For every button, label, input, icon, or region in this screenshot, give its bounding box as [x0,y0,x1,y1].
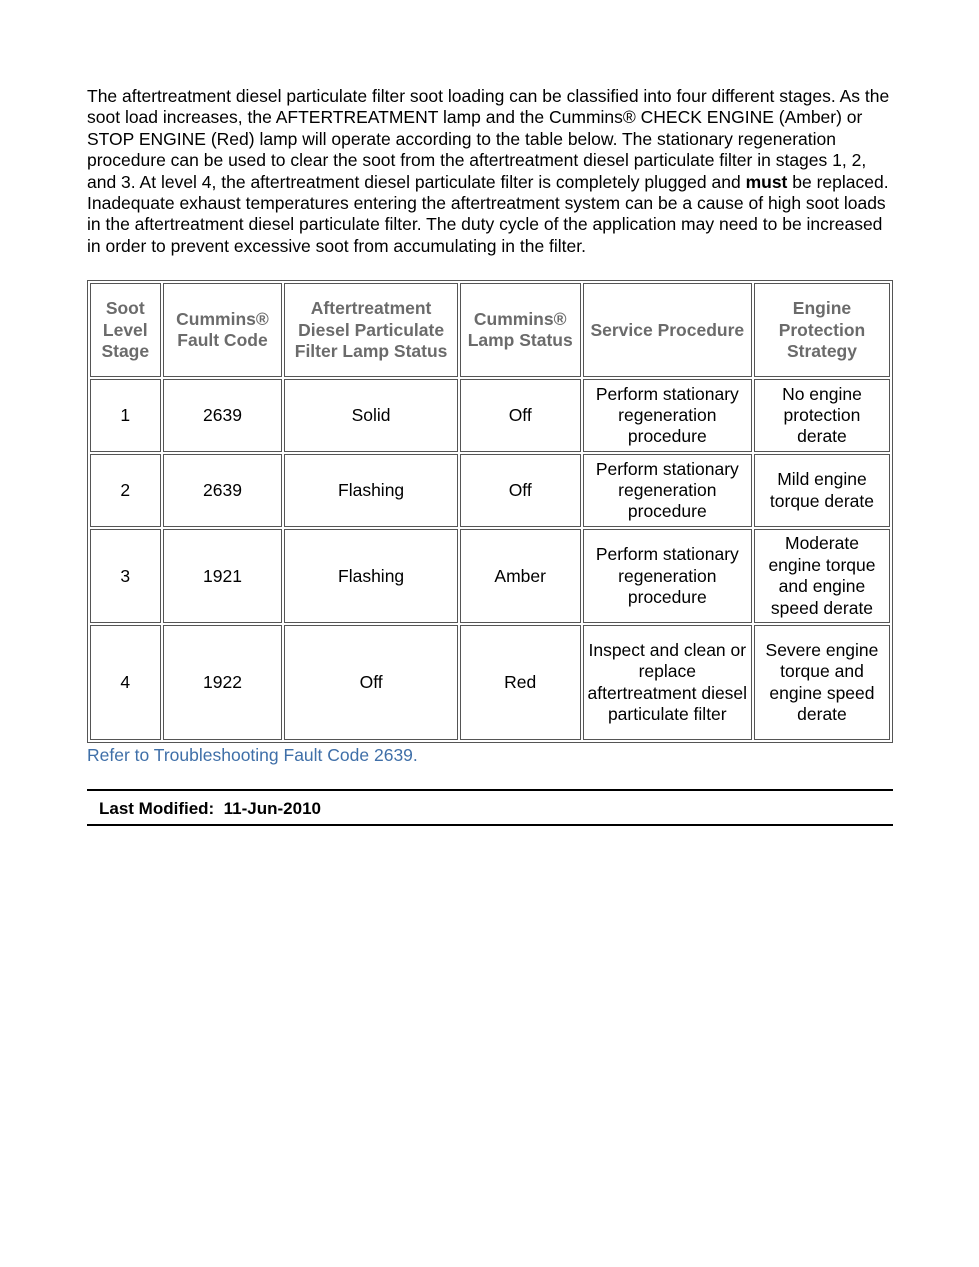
header-soot-level-stage: Soot Level Stage [90,283,161,377]
cell-stage: 3 [90,529,161,623]
cell-cummins-lamp: Off [460,454,581,527]
cell-service-procedure: Perform stationary regeneration procedure [583,454,752,527]
cell-dpf-lamp: Off [284,625,457,740]
cell-service-procedure: Perform stationary regeneration procedure [583,529,752,623]
troubleshooting-fault-code-link[interactable]: Refer to Troubleshooting Fault Code 2639. [87,745,418,766]
last-modified-bar [87,789,893,826]
intro-text-part1: The aftertreatment diesel particulate filter soot loading can be classified into four different stages. As the soot load increases, the AFTERTREATMENT lamp and the Cummins® CHECK ENGINE (Amber) or STOP ENGINE (Red) lamp will operate according to the table below. The stationary regeneration procedure can be used to clear the soot from the aftertreatment diesel particulate filter in stages 1, 2, and 3. At level 4, the aftertreatment diesel particulate filter is completely plugged and [87,86,890,192]
last-modified-text: Last Modified: 11-Jun-2010 [99,799,321,819]
cell-stage: 4 [90,625,161,740]
intro-paragraph [87,86,893,257]
intro-text-part2: be replaced. Inadequate exhaust temperatures entering the aftertreatment system can be a cause of high soot loads in the aftertreatment diesel particulate filter. The duty cycle of the application may need to be increased in order to prevent excessive soot from accumulating in the filter. [87,171,889,256]
header-fault-code: Cummins® Fault Code [163,283,283,377]
header-cummins-lamp-status: Cummins® Lamp Status [460,283,581,377]
header-engine-protection-strategy: Engine Protection Strategy [754,283,890,377]
cell-dpf-lamp: Flashing [284,454,457,527]
cell-dpf-lamp: Solid [284,379,457,452]
intro-emphasis: must [745,171,788,192]
cell-service-procedure: Inspect and clean or replace aftertreatment diesel particulate filter [583,625,752,740]
table-row [90,529,890,623]
cell-cummins-lamp: Off [460,379,581,452]
table-header-row [90,283,890,377]
cell-protection-strategy: Severe engine torque and engine speed derate [754,625,890,740]
cell-fault-code: 1921 [163,529,283,623]
cell-protection-strategy: Mild engine torque derate [754,454,890,527]
table-row [90,625,890,740]
cell-cummins-lamp: Red [460,625,581,740]
cell-protection-strategy: No engine protection derate [754,379,890,452]
cell-dpf-lamp: Flashing [284,529,457,623]
table-row [90,379,890,452]
cell-protection-strategy: Moderate engine torque and engine speed derate [754,529,890,623]
document-body [87,86,893,826]
cell-service-procedure: Perform stationary regeneration procedure [583,379,752,452]
header-dpf-lamp-status: Aftertreatment Diesel Particulate Filter Lamp Status [284,283,457,377]
header-service-procedure: Service Procedure [583,283,752,377]
cell-fault-code: 2639 [163,454,283,527]
cell-cummins-lamp: Amber [460,529,581,623]
cell-stage: 1 [90,379,161,452]
table-row [90,454,890,527]
cell-stage: 2 [90,454,161,527]
cell-fault-code: 1922 [163,625,283,740]
soot-level-table [87,280,893,743]
cell-fault-code: 2639 [163,379,283,452]
